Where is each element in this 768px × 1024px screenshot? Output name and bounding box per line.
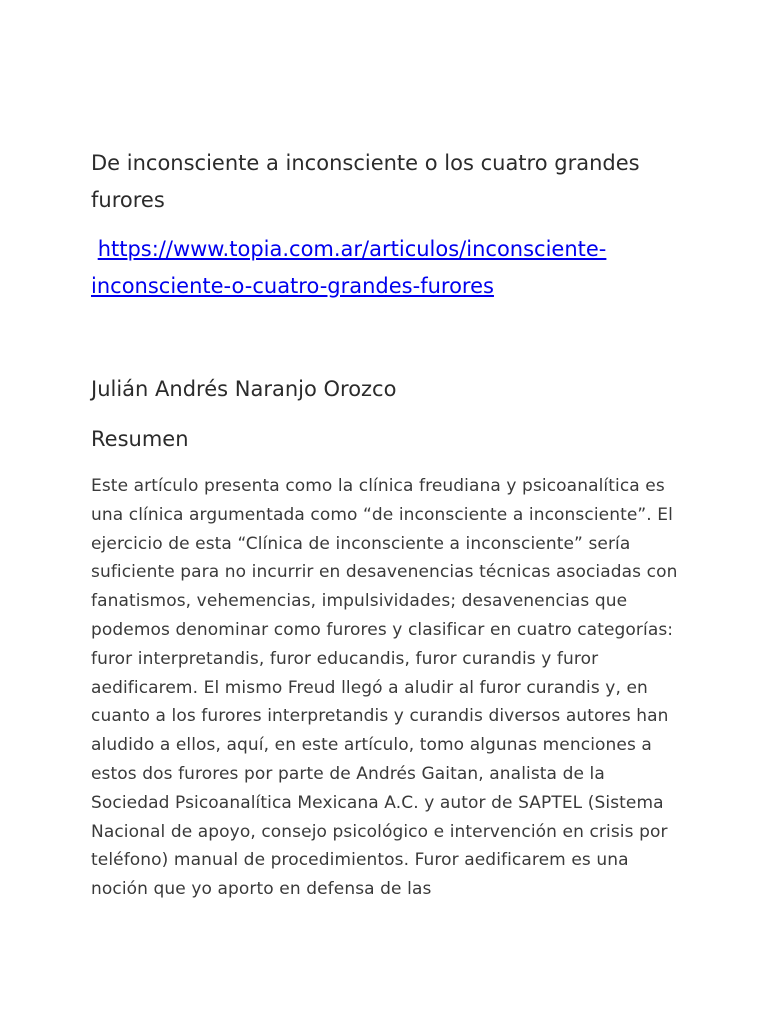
section-heading-resumen: Resumen <box>91 427 189 451</box>
abstract-paragraph: Este artículo presenta como la clínica freudiana y psicoanalítica es una clínica argumentada como “de inconsciente a inconsciente”. El ejercicio de esta “Clínica de inconsciente a inconsciente” sería suficiente para no incurrir en desavenencias técnicas asociadas con fanatismos, vehemencias, impulsividades; desavenencias que podemos denominar como furores y clasificar en cuatro categorías: furor interpretandis, furor educandis, furor curandis y furor aedificarem. El mismo Freud llegó a aludir al furor curandis y, en cuanto a los furores interpretandis y curandis diversos autores han aludido a ellos, aquí, en este artículo, tomo algunas menciones a estos dos furores por parte de Andrés Gaitan, analista de la Sociedad Psicoanalítica Mexicana A.C. y autor de SAPTEL (Sistema Nacional de apoyo, consejo psicológico e intervención en crisis por teléfono) manual de procedimientos. Furor aedificarem es una noción que yo aporto en defensa de las <box>91 476 678 900</box>
author-name: Julián Andrés Naranjo Orozco <box>91 377 397 401</box>
article-link[interactable]: https://www.topia.com.ar/articulos/inconsciente-inconsciente-o-cuatro-grandes-furores <box>91 237 607 298</box>
article-link-container <box>91 231 681 305</box>
document-title: De inconsciente a inconsciente o los cuatro grandes furores <box>91 151 640 212</box>
